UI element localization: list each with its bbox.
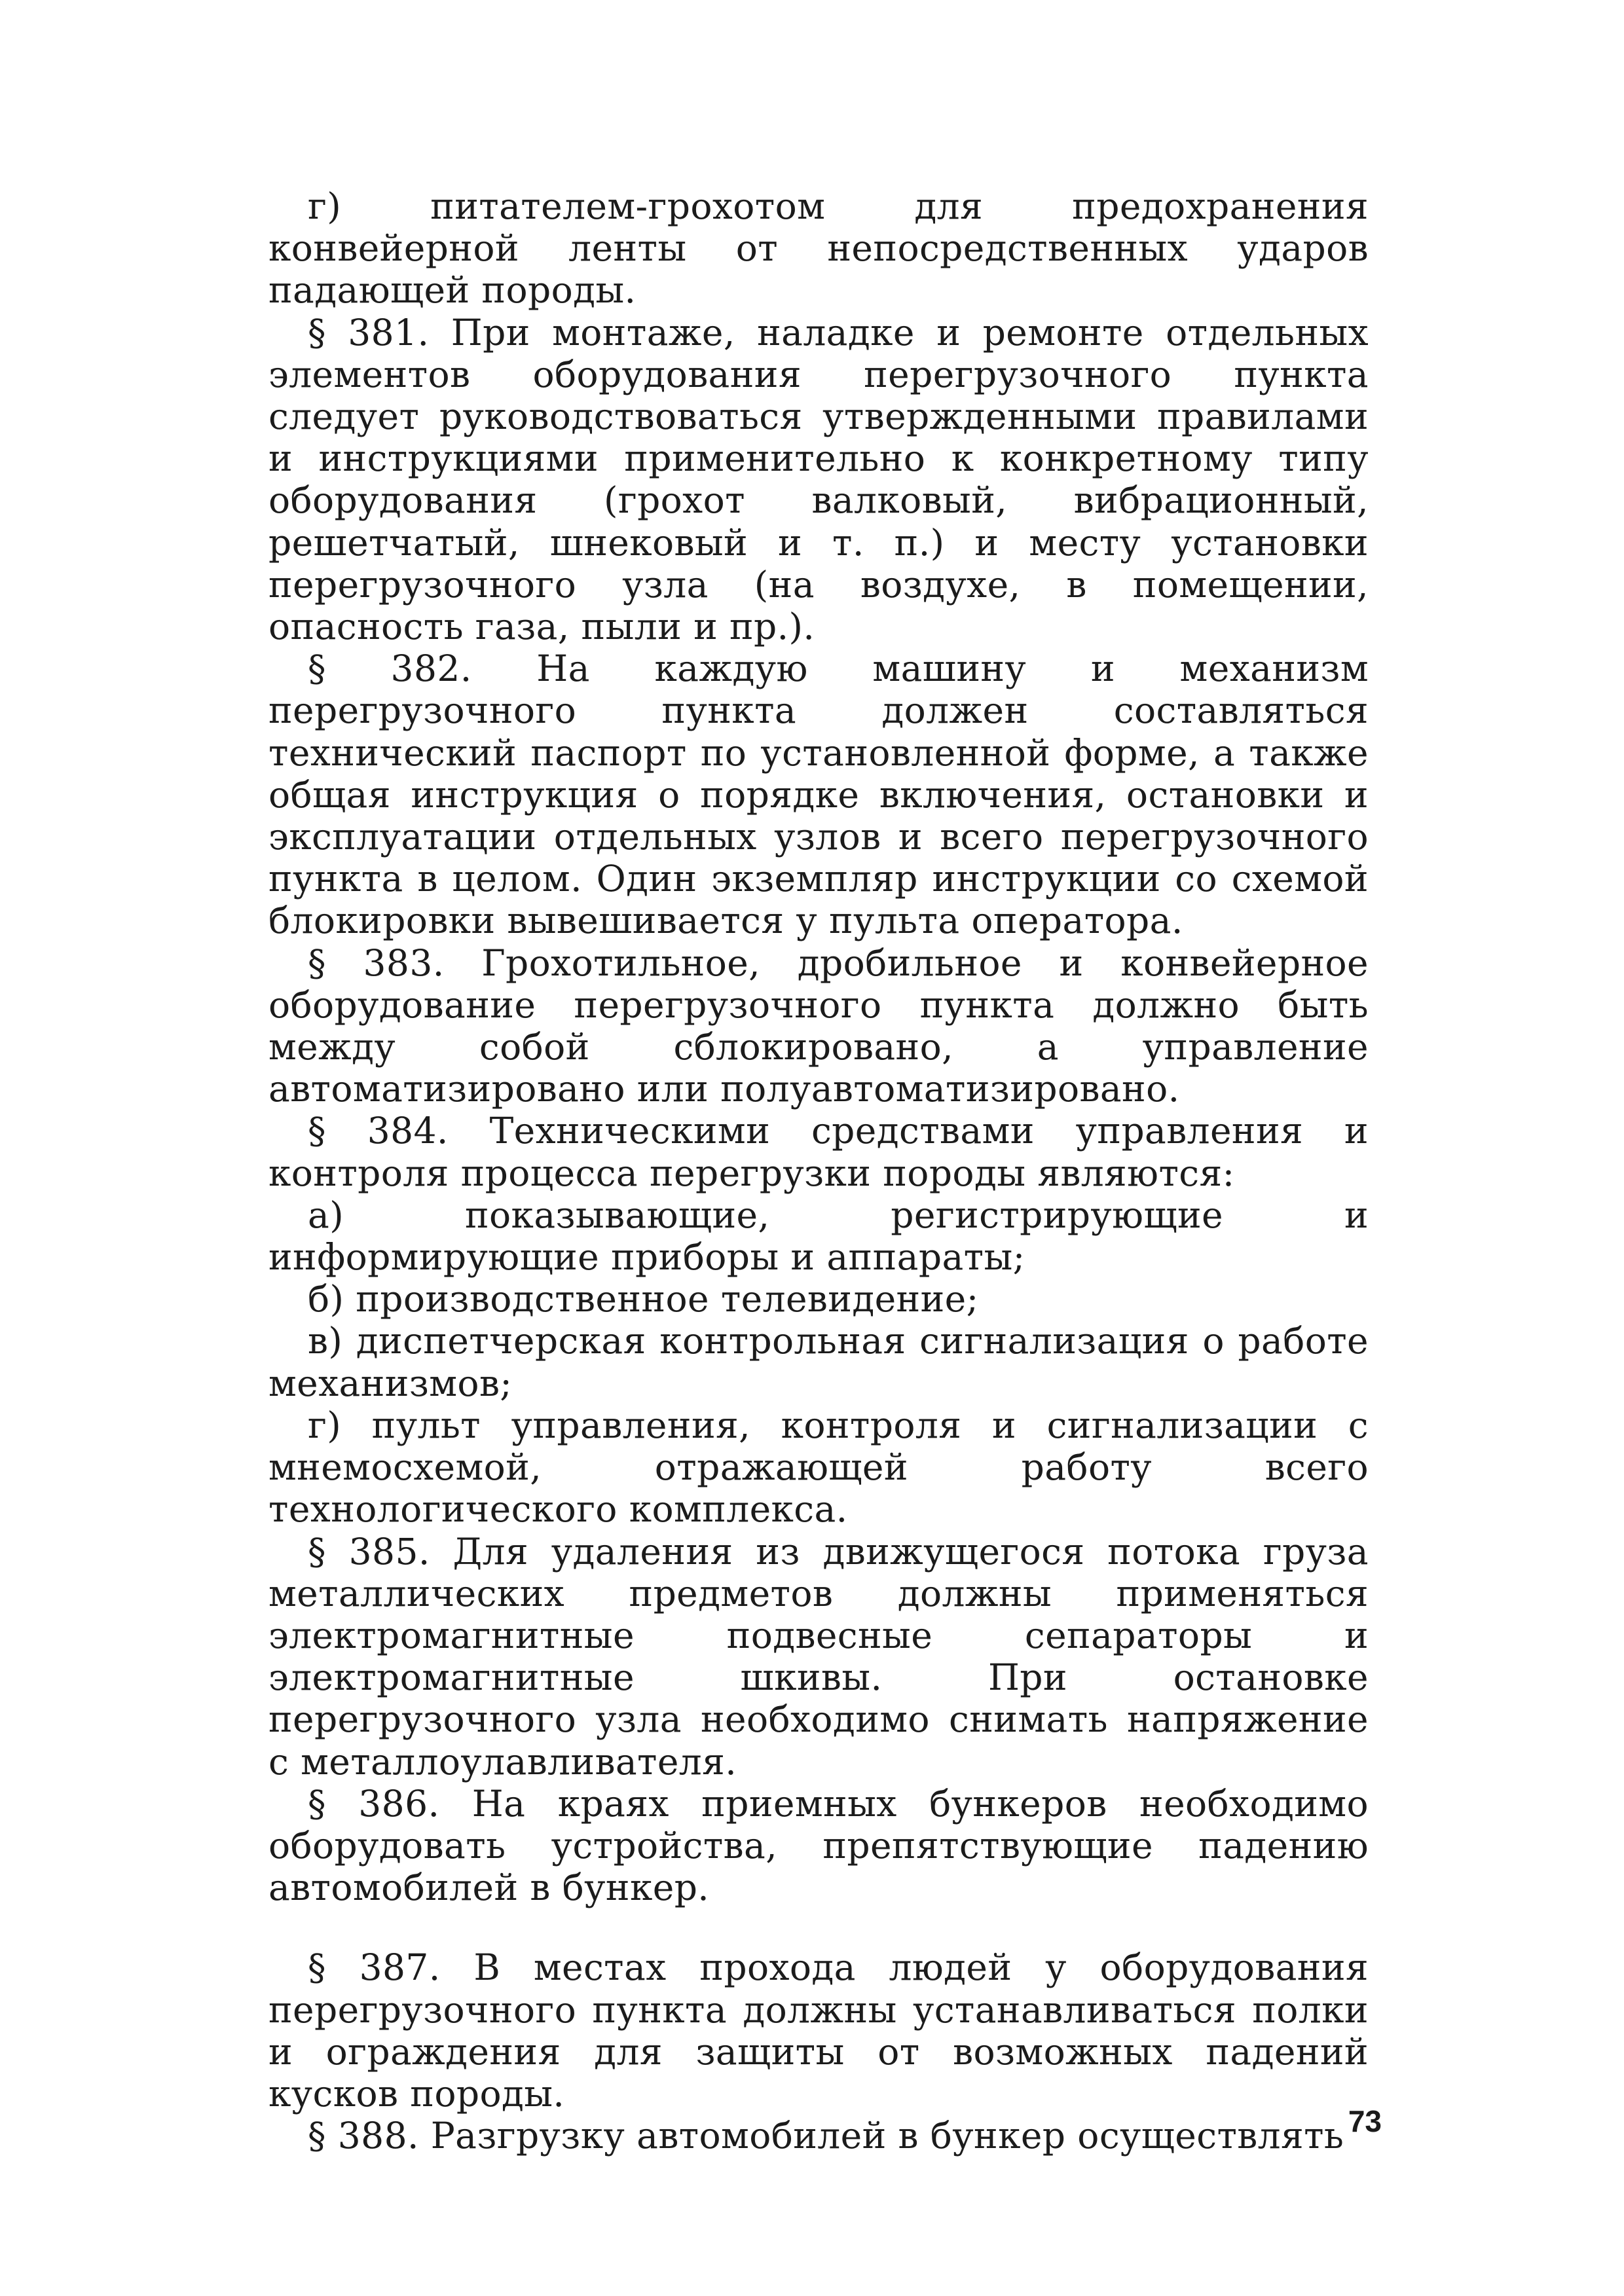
paragraph-section-384: § 384. Техническими средствами управления и контроля процесса перегрузки породы являются: bbox=[268, 1110, 1369, 1194]
body-text bbox=[268, 185, 1369, 2157]
paragraph-section-383: § 383. Грохотильное, дробильное и конвейерное оборудование перегрузочного пункта должно быть между собой сблокировано, а управление автоматизировано или полуавтоматизировано. bbox=[268, 941, 1369, 1110]
paragraph-item-g: г) питателем-грохотом для предохранения конвейерной ленты от непосредственных ударов падающей породы. bbox=[268, 185, 1369, 312]
paragraph-gap bbox=[268, 1908, 1369, 1946]
paragraph-section-386: § 386. На краях приемных бункеров необходимо оборудовать устройства, препятствующие падению автомобилей в бункер. bbox=[268, 1782, 1369, 1909]
page-number: 73 bbox=[1348, 2104, 1382, 2138]
paragraph-section-387: § 387. В местах прохода людей у оборудования перегрузочного пункта должны устанавливаться полки и ограждения для защиты от возможных падений кусков породы. bbox=[268, 1946, 1369, 2115]
paragraph-section-385: § 385. Для удаления из движущегося потока груза металлических предметов должны применяться электромагнитные подвесные сепараторы и электромагнитные шкивы. При остановке перегрузочного узла необходимо снимать напряжение с металлоулавливателя. bbox=[268, 1530, 1369, 1783]
paragraph-section-381: § 381. При монтаже, наладке и ремонте отдельных элементов оборудования перегрузочного пункта следует руководствоваться утвержденными правилами и инструкциями применительно к конкретному типу оборудования (грохот валковый, вибрационный, решетчатый, шнековый и т. п.) и месту установки перегрузочного узла (на воздухе, в помещении, опасность газа, пыли и пр.). bbox=[268, 311, 1369, 648]
paragraph-section-388: § 388. Разгрузку автомобилей в бункер осуществлять bbox=[308, 2115, 1344, 2157]
list-item-g: г) пульт управления, контроля и сигнализации с мнемосхемой, отражающей работу всего технологического комплекса. bbox=[268, 1404, 1369, 1531]
paragraph-section-382: § 382. На каждую машину и механизм перегрузочного пункта должен составляться технический паспорт по установленной форме, а также общая инструкция о порядке включения, остановки и эксплуатации отдельных узлов и всего перегрузочного пункта в целом. Один экземпляр инструкции со схемой блокировки вывешивается у пульта оператора. bbox=[268, 647, 1369, 942]
list-item-a: а) показывающие, регистрирующие и информирующие приборы и аппараты; bbox=[268, 1194, 1369, 1279]
list-item-v: в) диспетчерская контрольная сигнализация о работе механизмов; bbox=[268, 1320, 1369, 1404]
list-item-b: б) производственное телевидение; bbox=[308, 1278, 979, 1321]
